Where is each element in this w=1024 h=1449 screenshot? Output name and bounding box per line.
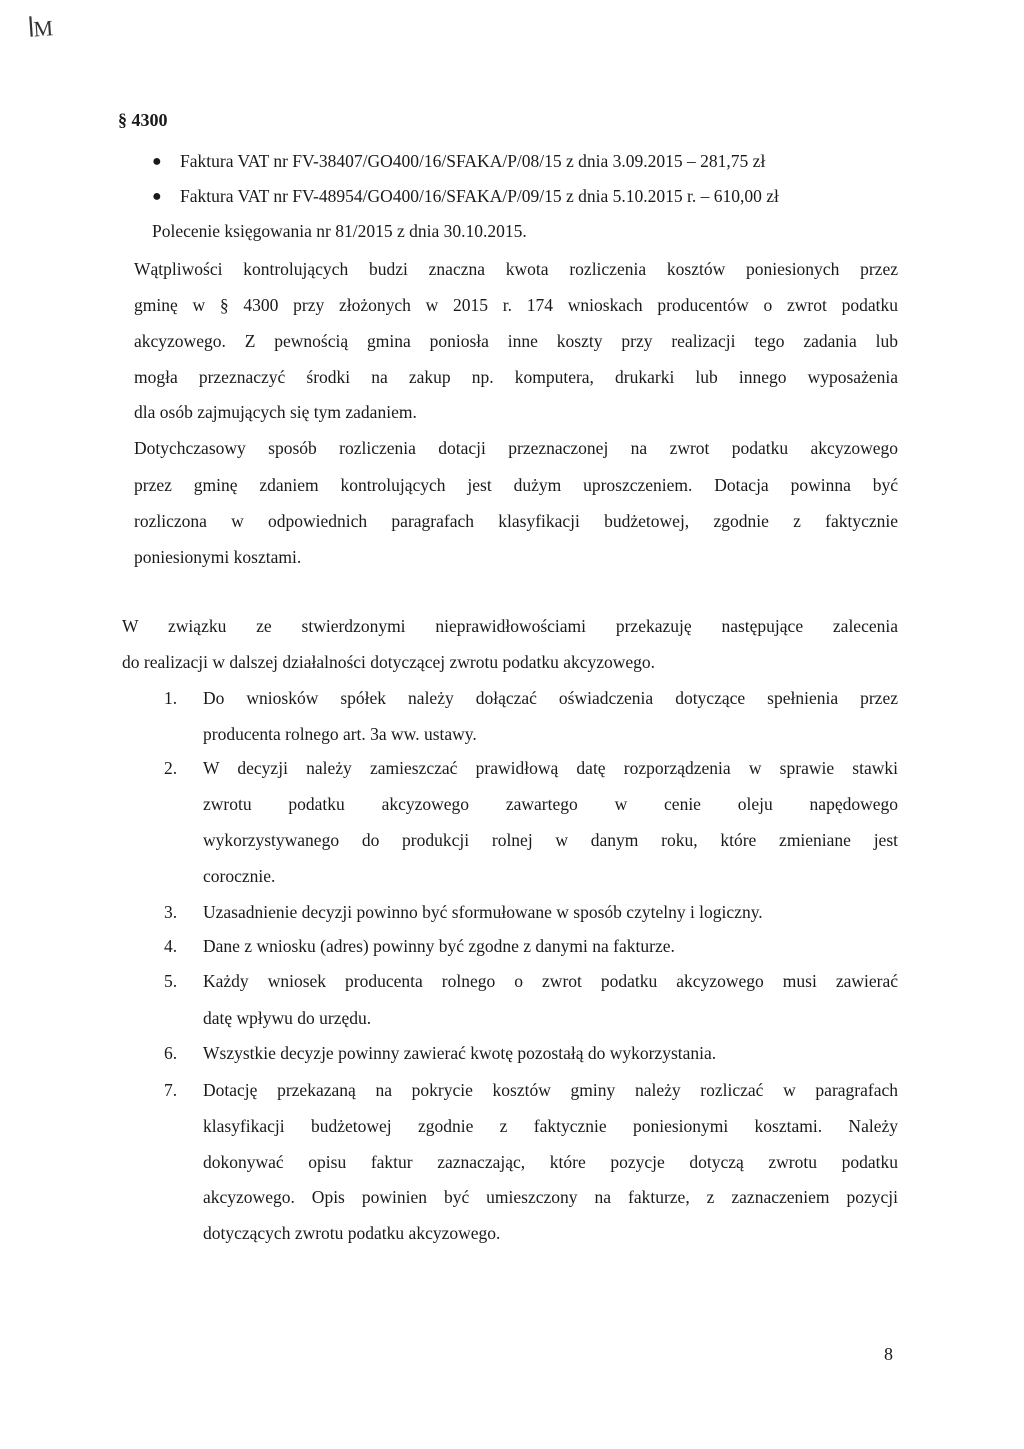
paragraph-2-line: Dotychczasowy sposób rozliczenia dotacji przeznaczonej na zwrot podatku akcyzowego bbox=[134, 438, 898, 458]
recommendation-line: Uzasadnienie decyzji powinno być sformułowane w sposób czytelny i logiczny. bbox=[203, 902, 763, 922]
posting-order-line: Polecenie księgowania nr 81/2015 z dnia 30.10.2015. bbox=[152, 221, 527, 241]
recommendation-line: Dane z wniosku (adres) powinny być zgodne z danymi na fakturze. bbox=[203, 936, 675, 956]
invoice-line-2: Faktura VAT nr FV-48954/GO400/16/SFAKA/P/09/15 z dnia 5.10.2015 r. – 610,00 zł bbox=[180, 186, 779, 206]
recommendation-number: 7. bbox=[164, 1080, 178, 1100]
paragraph-1-line: akcyzowego. Z pewnością gmina poniosła inne koszty przy realizacji tego zadania lub bbox=[134, 331, 898, 351]
paragraph-1-line: mogła przeznaczyć środki na zakup np. komputera, drukarki lub innego wyposażenia bbox=[134, 367, 898, 387]
paragraph-2-line: przez gminę zdaniem kontrolujących jest dużym uproszczeniem. Dotacja powinna być bbox=[134, 475, 898, 495]
recommendation-line: dotyczących zwrotu podatku akcyzowego. bbox=[203, 1223, 501, 1243]
recommendation-line: wykorzystywanego do produkcji rolnej w danym roku, które zmieniane jest bbox=[203, 830, 898, 850]
recommendation-line: Do wniosków spółek należy dołączać oświadczenia dotyczące spełnienia przez bbox=[203, 688, 898, 708]
paragraph-2-line: poniesionymi kosztami. bbox=[134, 547, 302, 567]
bullet-icon: ● bbox=[152, 153, 162, 170]
recommendation-line: dokonywać opisu faktur zaznaczając, które pozycje dotyczą zwrotu podatku bbox=[203, 1152, 898, 1172]
section-heading: § 4300 bbox=[118, 110, 168, 130]
page-number: 8 bbox=[884, 1344, 893, 1364]
paragraph-1-line: dla osób zajmujących się tym zadaniem. bbox=[134, 402, 417, 422]
recommendation-number: 3. bbox=[164, 902, 178, 922]
recommendation-number: 2. bbox=[164, 758, 178, 778]
recommendation-line: Dotację przekazaną na pokrycie kosztów gminy należy rozliczać w paragrafach bbox=[203, 1080, 898, 1100]
recommendation-line: datę wpływu do urzędu. bbox=[203, 1008, 372, 1028]
recommendations-intro-line: do realizacji w dalszej działalności dotyczącej zwrotu podatku akcyzowego. bbox=[122, 652, 656, 672]
recommendation-line: W decyzji należy zamieszczać prawidłową datę rozporządzenia w sprawie stawki bbox=[203, 758, 898, 778]
paragraph-1-line: gminę w § 4300 przy złożonych w 2015 r. 174 wnioskach producentów o zwrot podatku bbox=[134, 295, 898, 315]
recommendation-line: klasyfikacji budżetowej zgodnie z faktycznie poniesionymi kosztami. Należy bbox=[203, 1116, 898, 1136]
recommendation-number: 1. bbox=[164, 688, 178, 708]
recommendation-line: akcyzowego. Opis powinien być umieszczony na fakturze, z zaznaczeniem pozycji bbox=[203, 1187, 898, 1207]
recommendations-intro-line: W związku ze stwierdzonymi nieprawidłowościami przekazuję następujące zalecenia bbox=[122, 616, 898, 636]
paragraph-2-line: rozliczona w odpowiednich paragrafach klasyfikacji budżetowej, zgodnie z faktycznie bbox=[134, 511, 898, 531]
invoice-line-1: Faktura VAT nr FV-38407/GO400/16/SFAKA/P/08/15 z dnia 3.09.2015 – 281,75 zł bbox=[180, 151, 766, 171]
recommendation-line: producenta rolnego art. 3a ww. ustawy. bbox=[203, 724, 477, 744]
paragraph-1-line: Wątpliwości kontrolujących budzi znaczna kwota rozliczenia kosztów poniesionych przez bbox=[134, 259, 898, 279]
recommendation-number: 6. bbox=[164, 1043, 178, 1063]
recommendation-line: corocznie. bbox=[203, 866, 276, 886]
bullet-icon: ● bbox=[152, 188, 162, 205]
corner-initials-mark: ꟾM bbox=[27, 15, 53, 42]
recommendation-line: Każdy wniosek producenta rolnego o zwrot podatku akcyzowego musi zawierać bbox=[203, 971, 898, 991]
recommendation-number: 5. bbox=[164, 971, 178, 991]
recommendation-line: zwrotu podatku akcyzowego zawartego w cenie oleju napędowego bbox=[203, 794, 898, 814]
recommendation-number: 4. bbox=[164, 936, 178, 956]
recommendation-line: Wszystkie decyzje powinny zawierać kwotę pozostałą do wykorzystania. bbox=[203, 1043, 717, 1063]
